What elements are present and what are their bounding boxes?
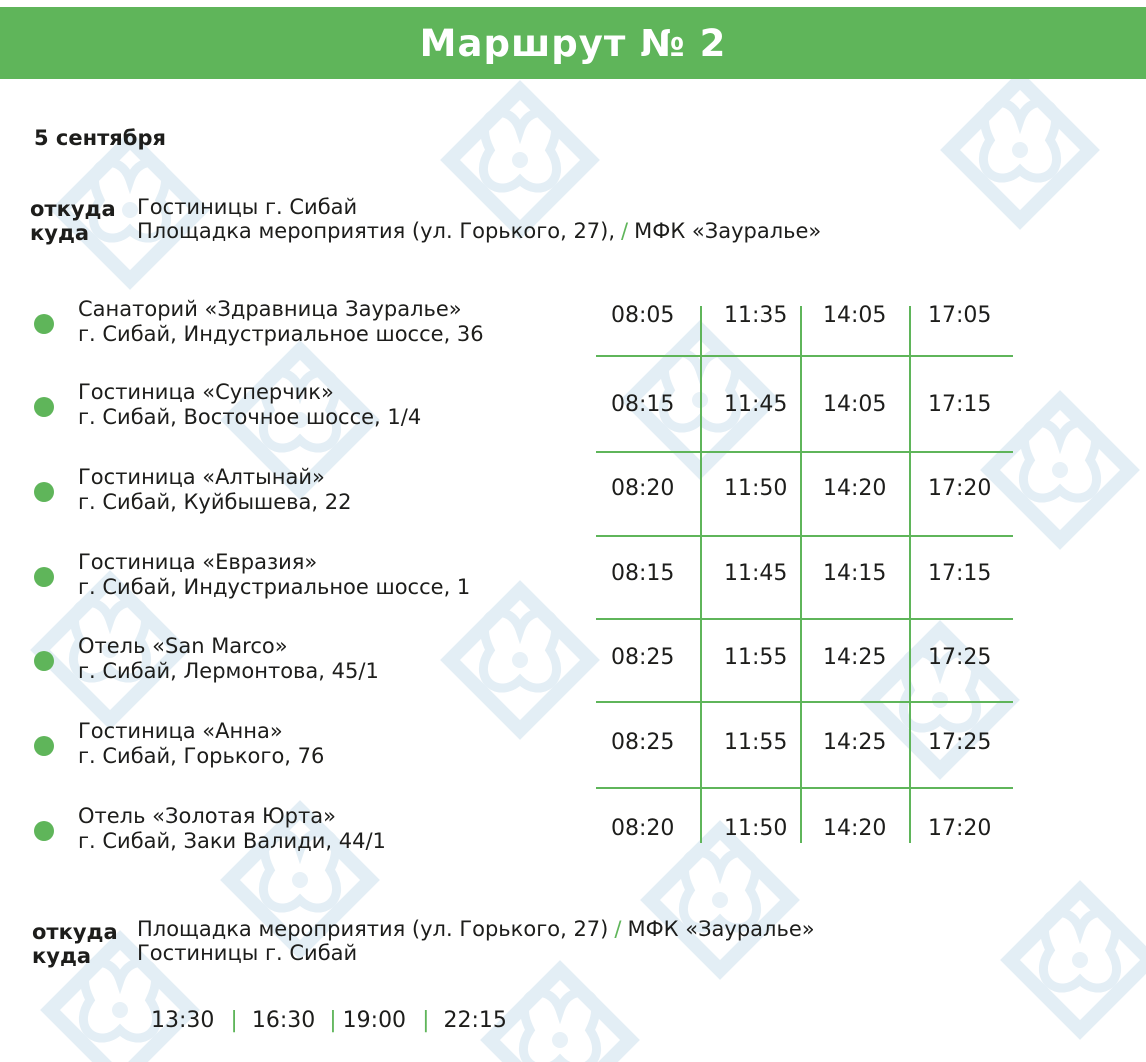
return-from-venue: Площадка мероприятия (ул. Горького, 27): [137, 917, 609, 941]
departure-time: 08:15: [611, 392, 675, 417]
time-separator: |: [422, 1008, 430, 1033]
outbound-to-venue: Площадка мероприятия (ул. Горького, 27),: [137, 219, 616, 243]
stop-name: Гостиница «Анна»: [78, 719, 283, 743]
outbound-to-alt: МФК «Зауралье»: [634, 219, 822, 243]
return-from-alt: МФК «Зауралье»: [627, 917, 815, 941]
stop-name: Гостиница «Евразия»: [78, 550, 318, 574]
departure-time: 08:20: [611, 476, 675, 501]
departure-time: 11:45: [724, 392, 788, 417]
departure-time: 17:15: [928, 392, 992, 417]
departure-time: 14:25: [823, 730, 887, 755]
return-times: [151, 1008, 507, 1034]
departure-time: 14:05: [823, 303, 887, 328]
return-direction: [32, 919, 1032, 973]
stop-name: Гостиница «Алтынай»: [78, 465, 325, 489]
stop-address: г. Сибай, Лермонтова, 45/1: [78, 659, 379, 683]
return-from: [137, 916, 815, 942]
stop-name: Отель «Золотая Юрта»: [78, 804, 336, 828]
departure-time: 14:25: [823, 645, 887, 670]
departure-time: 11:45: [724, 561, 788, 586]
stop-name: Гостиница «Суперчик»: [78, 380, 334, 404]
stop-address: г. Сибай, Индустриальное шоссе, 1: [78, 575, 471, 599]
stop-address: г. Сибай, Заки Валиди, 44/1: [78, 829, 386, 853]
page-title: Маршрут № 2: [419, 21, 727, 65]
return-time: 16:30: [251, 1008, 316, 1033]
schedule-date: 5 сентября: [34, 126, 166, 150]
return-time: 13:30: [151, 1008, 215, 1033]
from-label: откуда: [32, 920, 118, 944]
stop-address: г. Сибай, Куйбышева, 22: [78, 490, 352, 514]
departure-time: 17:25: [928, 730, 992, 755]
departure-time: 11:55: [724, 645, 788, 670]
separator-slash: /: [621, 219, 629, 243]
to-label: куда: [32, 944, 92, 968]
stop-address: г. Сибай, Горького, 76: [78, 744, 325, 768]
outbound-from: Гостиницы г. Сибай: [137, 195, 358, 219]
stop-address: г. Сибай, Восточное шоссе, 1/4: [78, 405, 422, 429]
stop-name: Санаторий «Здравница Зауралье»: [78, 297, 462, 321]
departure-time: 17:15: [928, 561, 992, 586]
departure-time: 11:50: [724, 816, 788, 841]
departure-time: 08:05: [611, 303, 675, 328]
departure-time: 08:15: [611, 561, 675, 586]
departure-time: 17:20: [928, 476, 992, 501]
departure-time: 08:20: [611, 816, 675, 841]
departure-time: 17:20: [928, 816, 992, 841]
from-label: откуда: [30, 197, 116, 221]
departure-time: 08:25: [611, 645, 675, 670]
separator-slash: /: [614, 917, 622, 941]
time-separator: |: [230, 1008, 238, 1033]
return-to: Гостиницы г. Сибай: [137, 941, 358, 965]
departure-time: 17:05: [928, 303, 992, 328]
departure-time: 11:35: [724, 303, 788, 328]
return-time: 19:00: [342, 1008, 407, 1033]
departure-time: 14:20: [823, 476, 887, 501]
stop-name: Отель «San Marco»: [78, 634, 288, 658]
departure-time: 14:05: [823, 392, 887, 417]
departure-time: 08:25: [611, 730, 675, 755]
return-time: 22:15: [443, 1008, 507, 1033]
departure-time: 11:55: [724, 730, 788, 755]
stop-address: г. Сибай, Индустриальное шоссе, 36: [78, 322, 484, 346]
time-separator: |: [329, 1008, 337, 1033]
to-label: куда: [30, 221, 90, 245]
departure-time: 14:20: [823, 816, 887, 841]
departure-time: 17:25: [928, 645, 992, 670]
departure-time: 14:15: [823, 561, 887, 586]
departure-time: 11:50: [724, 476, 788, 501]
